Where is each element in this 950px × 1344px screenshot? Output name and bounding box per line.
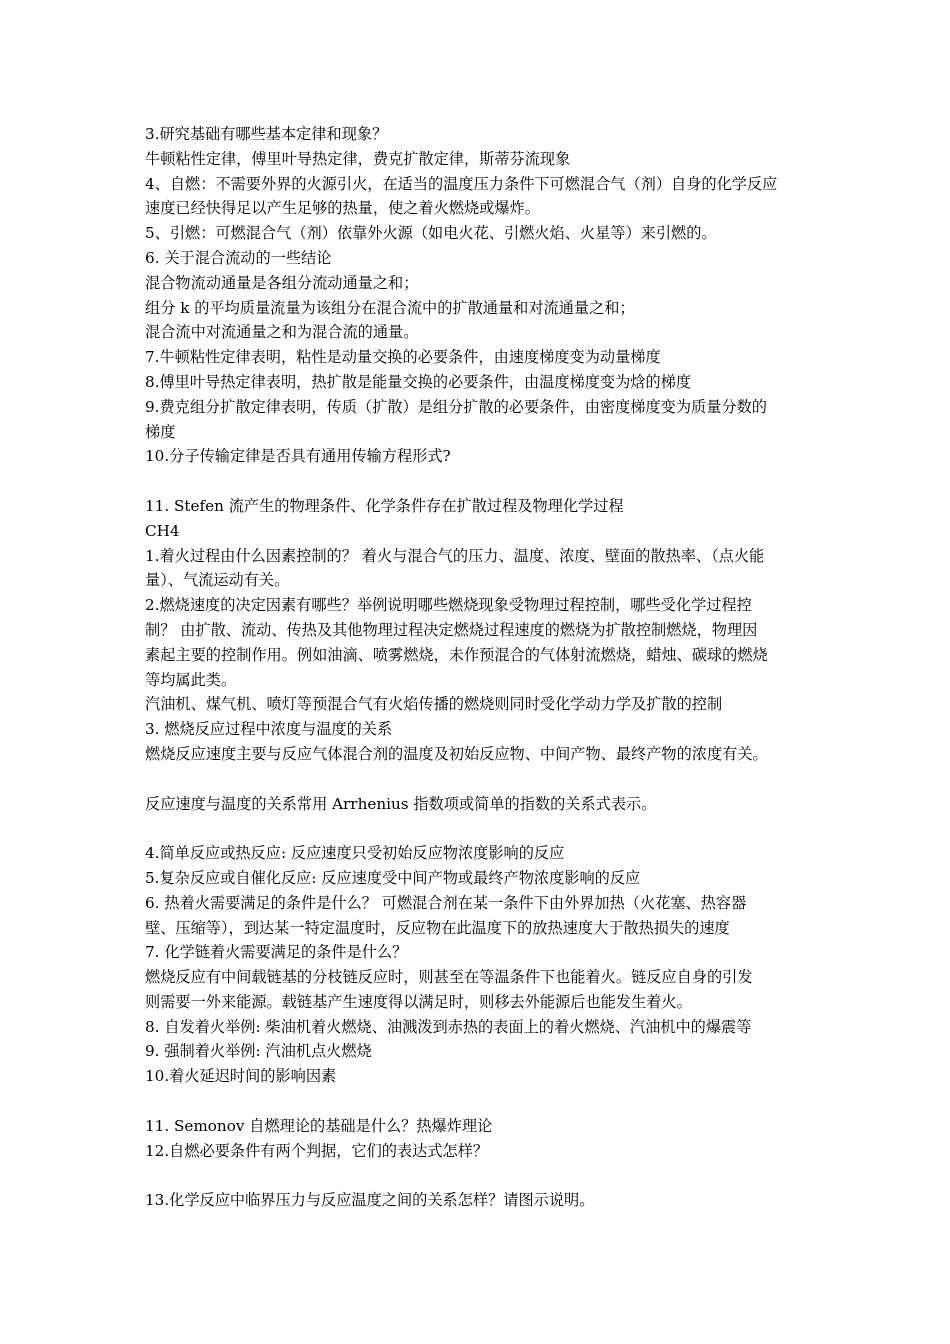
text-line: 6. 热着火需要满足的条件是什么？ 可燃混合剂在某一条件下由外界加热（火花塞、热容器 <box>145 893 747 912</box>
text-line: 组分 k 的平均质量流量为该组分在混合流中的扩散通量和对流通量之和； <box>145 298 635 317</box>
text-line: 梯度 <box>145 422 176 441</box>
blank-line <box>145 469 820 494</box>
text-line: 制？ 由扩散、流动、传热及其他物理过程决定燃烧过程速度的燃烧为扩散控制燃烧，物理因 <box>145 620 758 639</box>
text-line: 速度已经快得足以产生足够的热量，使之着火燃烧或爆炸。 <box>145 199 540 218</box>
text-line: 3. 燃烧反应过程中浓度与温度的关系 <box>145 720 393 739</box>
blank-line <box>145 767 820 792</box>
text-line: 等均属此类。 <box>145 670 237 689</box>
text-line: 5、引燃：可燃混合气（剂）依靠外火源（如电火花、引燃火焰、火星等）来引燃的。 <box>145 224 717 243</box>
text-line: 3.研究基础有哪些基本定律和现象？ <box>145 125 388 143</box>
text-line: 混合物流动通量是各组分流动通量之和； <box>145 273 419 292</box>
text-line: 则需要一外来能源。载链基产生速度得以满足时，则移去外能源后也能发生着火。 <box>145 992 692 1011</box>
text-line: 燃烧反应速度主要与反应气体混合剂的温度及初始反应物、中间产物、最终产物的浓度有关。 <box>145 744 768 763</box>
text-line: CH4 <box>145 521 180 540</box>
text-line: 8. 自发着火举例: 柴油机着火燃烧、油溅泼到赤热的表面上的着火燃烧、汽油机中的爆震等 <box>145 1017 752 1036</box>
blank-line <box>145 1163 820 1188</box>
text-line: 2.燃烧速度的决定因素有哪些？举例说明哪些燃烧现象受物理过程控制，哪些受化学过程控 <box>145 596 752 615</box>
text-line: 9.费克组分扩散定律表明，传质（扩散）是组分扩散的必要条件，由密度梯度变为质量分数的 <box>145 397 767 416</box>
text-line: 6. 关于混合流动的一些结论 <box>145 248 332 267</box>
text-line: 汽油机、煤气机、喷灯等预混合气有火焰传播的燃烧则同时受化学动力学及扩散的控制 <box>145 695 723 714</box>
text-line: 量）、气流运动有关。 <box>145 571 290 590</box>
text-line: 混合流中对流通量之和为混合流的通量。 <box>145 323 419 342</box>
blank-line <box>145 816 820 841</box>
text-line: 5.复杂反应或自催化反应: 反应速度受中间产物或最终产物浓度影响的反应 <box>145 868 641 887</box>
text-line: 8.傅里叶导热定律表明，热扩散是能量交换的必要条件，由温度梯度变为焓的梯度 <box>145 372 692 391</box>
text-line: 4.简单反应或热反应: 反应速度只受初始反应物浓度影响的反应 <box>145 844 565 863</box>
document-body <box>145 122 820 1213</box>
text-line: 燃烧反应有中间载链基的分枝链反应时，则甚至在等温条件下也能着火。链反应自身的引发 <box>145 968 753 987</box>
text-line: 11. Stefen 流产生的物理条件、化学条件存在扩散过程及物理化学过程 <box>145 496 624 515</box>
text-line: 12.自燃必要条件有两个判据，它们的表达式怎样？ <box>145 1141 489 1160</box>
text-line: 1.着火过程由什么因素控制的？ 着火与混合气的压力、温度、浓度、壁面的散热率、（点火能 <box>145 546 765 565</box>
text-line: 4、自燃：不需要外界的火源引火，在适当的温度压力条件下可燃混合气（剂）自身的化学反应 <box>145 174 778 193</box>
text-line: 7. 化学链着火需要满足的条件是什么？ <box>145 943 408 962</box>
text-line: 10.分子传输定律是否具有通用传输方程形式? <box>145 447 451 466</box>
text-line: 壁、压缩等），到达某一特定温度时，反应物在此温度下的放热速度大于散热损失的速度 <box>145 918 730 937</box>
text-line: 10.着火延迟时间的影响因素 <box>145 1067 337 1086</box>
text-line: 11. Semonov 自燃理论的基础是什么？热爆炸理论 <box>145 1116 493 1135</box>
text-line: 牛顿粘性定律，傅里叶导热定律，费克扩散定律，斯蒂芬流现象 <box>145 149 571 168</box>
blank-line <box>145 1089 820 1114</box>
text-line: 素起主要的控制作用。例如油滴、喷雾燃烧，未作预混合的气体射流燃烧，蜡烛、碳球的燃烧 <box>145 645 768 664</box>
text-line: 13.化学反应中临界压力与反应温度之间的关系怎样？请图示说明。 <box>145 1191 595 1210</box>
text-line: 9. 强制着火举例: 汽油机点火燃烧 <box>145 1042 372 1061</box>
text-line: 反应速度与温度的关系常用 Arrhenius 指数项或简单的指数的关系式表示。 <box>145 794 657 813</box>
text-line: 7.牛顿粘性定律表明，粘性是动量交换的必要条件，由速度梯度变为动量梯度 <box>145 348 661 367</box>
